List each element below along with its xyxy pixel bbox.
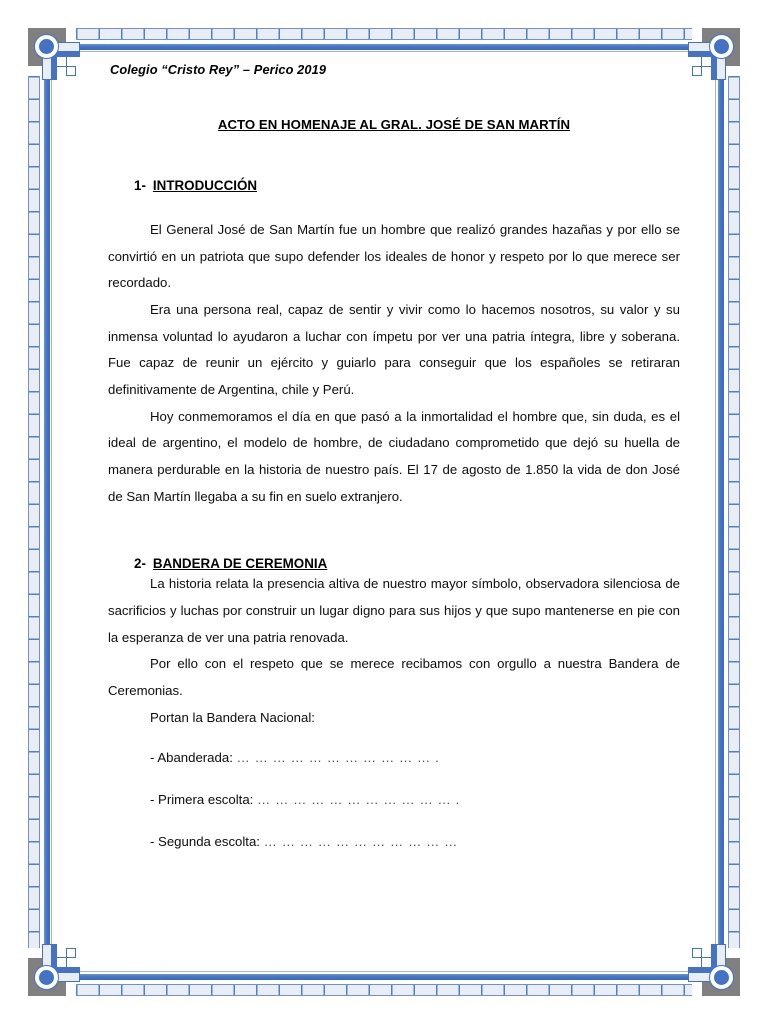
border-bar-top — [64, 44, 704, 50]
border-corner-bottom-right-ornament — [688, 944, 740, 996]
corner-elbow-square — [701, 957, 712, 968]
corner-elbow-square — [56, 56, 67, 67]
border-rail-left — [28, 76, 40, 948]
roster-item — [150, 749, 680, 766]
border-corner-bottom-left-ornament — [28, 944, 80, 996]
corner-stub-vertical — [716, 944, 726, 974]
section-number-1: 1- — [134, 178, 146, 193]
roster-label-abanderada: - Abanderada: — [150, 750, 233, 766]
border-corner-top-right-ornament — [688, 28, 740, 80]
corner-elbow-square — [701, 56, 712, 67]
corner-stub-horizontal — [688, 42, 718, 52]
border-hairline-top — [64, 51, 704, 52]
section-1-paragraph-2: Era una persona real, capaz de sentir y vivir como lo hacemos nosotros, su valor y su inmensa voluntad lo ayudaron a luchar con ímpetu por ver una patria íntegra, libre y soberana. Fue capaz de reunir un ejército y guiarlo para conseguir que los españoles se retiraran definitivamente de Argentina, chile y Perú. — [108, 301, 680, 397]
section-heading-2 — [134, 556, 680, 571]
corner-elbow-square-small — [692, 948, 702, 958]
flag-bearer-roster — [150, 749, 680, 850]
corner-blue-arm-vertical — [52, 944, 57, 972]
corner-elbow-square-small — [66, 66, 76, 76]
roster-label-segunda-escolta: - Segunda escolta: — [150, 834, 260, 850]
corner-elbow-square — [56, 957, 67, 968]
document-title: ACTO EN HOMENAJE AL GRAL. JOSÉ DE SAN MARTÍN — [217, 117, 571, 132]
section-number-2: 2- — [134, 556, 146, 572]
roster-blank-line-segunda-escolta[interactable]: … … … … … … … … … … … — [263, 834, 458, 850]
corner-blue-arm-vertical — [711, 52, 716, 80]
corner-stub-vertical — [716, 50, 726, 80]
border-corner-top-left-ornament — [28, 28, 80, 80]
school-header-line: Colegio “Cristo Rey” – Perico 2019 — [110, 62, 327, 77]
section-label-1: INTRODUCCIÓN — [152, 178, 258, 193]
corner-blue-arm-horizontal — [52, 52, 80, 57]
corner-ring-icon — [34, 34, 59, 59]
section-2-paragraph-2: Por ello con el respeto que se merece recibamos con orgullo a nuestra Bandera de Ceremonias. — [108, 656, 680, 698]
border-hairline-left — [51, 64, 52, 960]
corner-plate — [702, 28, 740, 66]
section-2-paragraph-1: La historia relata la presencia altiva de nuestro mayor símbolo, observadora silenciosa de sacrificios y luchas por construir un lugar digno para sus hijos y que supo mantenerse en pie con la esperanza de ver una patria renovada. — [108, 576, 680, 645]
corner-plate — [28, 28, 66, 66]
corner-dot-icon — [714, 39, 729, 54]
corner-ring-icon — [709, 34, 734, 59]
portan-bandera-label: Portan la Bandera Nacional: — [150, 709, 315, 725]
document-body — [108, 62, 680, 876]
section-1-paragraph-1: El General José de San Martín fue un hombre que realizó grandes hazañas y por ello se convirtió en un patriota que supo defender los ideales de honor y respeto por lo que merece ser recordado. — [108, 222, 680, 291]
corner-ring-icon — [709, 965, 734, 990]
corner-stub-horizontal — [688, 972, 718, 982]
roster-label-primera-escolta: - Primera escolta: — [150, 792, 254, 808]
corner-stub-horizontal — [50, 972, 80, 982]
border-rail-bottom — [76, 984, 692, 996]
corner-blue-arm-horizontal — [688, 967, 716, 972]
border-rail-right — [728, 76, 740, 948]
corner-dot-icon — [39, 39, 54, 54]
corner-ring-icon — [34, 965, 59, 990]
border-hairline-bottom — [64, 971, 704, 972]
roster-blank-line-abanderada[interactable]: … … … … … … … … … … … . — [236, 750, 440, 766]
corner-blue-arm-vertical — [711, 944, 716, 972]
border-bar-left — [44, 64, 50, 960]
corner-plate — [702, 958, 740, 996]
corner-stub-vertical — [42, 944, 52, 974]
roster-item — [150, 791, 680, 808]
section-1-paragraph-3: Hoy conmemoramos el día en que pasó a la inmortalidad el hombre que, sin duda, es el ideal de argentino, el modelo de hombre, de ciudadano comprometido que dejó su huella de manera perdurable en la historia de nuestro país. El 17 de agosto de 1.850 la vida de don José de San Martín llegaba a su fin en suelo extranjero. — [108, 408, 680, 504]
border-bar-right — [718, 64, 724, 960]
border-rail-top — [76, 28, 692, 40]
corner-elbow-square-small — [66, 948, 76, 958]
section-heading-1 — [134, 178, 680, 193]
roster-item — [150, 833, 680, 850]
roster-blank-line-primera-escolta[interactable]: … … … … … … … … … … … . — [257, 792, 460, 808]
border-bar-bottom — [64, 974, 704, 980]
corner-blue-arm-horizontal — [52, 967, 80, 972]
corner-elbow-square-small — [692, 66, 702, 76]
corner-blue-arm-horizontal — [688, 52, 716, 57]
corner-plate — [28, 958, 66, 996]
corner-stub-vertical — [42, 50, 52, 80]
corner-stub-horizontal — [50, 42, 80, 52]
corner-dot-icon — [39, 970, 54, 985]
corner-blue-arm-vertical — [52, 52, 57, 80]
section-label-2: BANDERA DE CEREMONIA — [152, 556, 328, 572]
corner-dot-icon — [714, 970, 729, 985]
border-hairline-right — [715, 64, 716, 960]
